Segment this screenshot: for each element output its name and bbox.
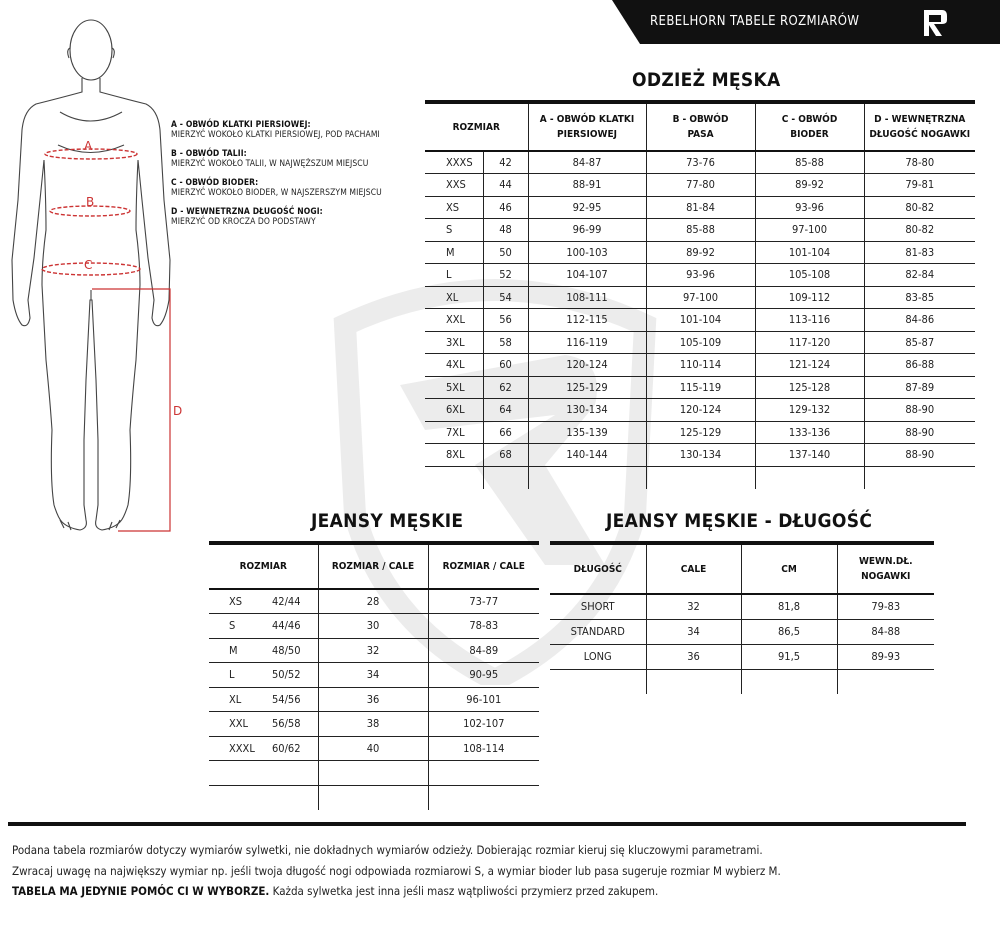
- table-cell: 42: [483, 151, 528, 174]
- table-cell: 88-90: [864, 399, 975, 422]
- empty-cell: [209, 785, 266, 810]
- jeans-length-table: [550, 541, 934, 694]
- body-measurement-figure: [0, 0, 190, 545]
- table-row: [425, 376, 975, 399]
- header-size: ROZMIAR: [452, 121, 500, 133]
- table-cell: XXXS: [425, 151, 483, 174]
- table-cell: 66: [483, 421, 528, 444]
- table-cell: M: [209, 638, 266, 663]
- table-cell: M: [425, 241, 483, 264]
- table-row: [425, 241, 975, 264]
- table-cell: 77-80: [646, 174, 755, 197]
- table-cell: 36: [318, 687, 428, 712]
- table-cell: 97-100: [755, 219, 864, 242]
- table-cell: XXS: [425, 174, 483, 197]
- table-row: [425, 354, 975, 377]
- table-cell: 89-92: [646, 241, 755, 264]
- figure-label-b: B: [86, 195, 95, 209]
- empty-cell: [483, 466, 528, 489]
- table-cell: 56: [483, 309, 528, 332]
- table-cell: 81,8: [741, 594, 837, 619]
- table-cell: 130-134: [646, 444, 755, 467]
- legend-text: MIERZYĆ WOKOŁO BIODER, W NAJSZERSZYM MIEJSCU: [171, 188, 382, 198]
- table-cell: 6XL: [425, 399, 483, 422]
- table-cell: 90-95: [428, 663, 539, 688]
- table-cell: 96-99: [528, 219, 646, 242]
- jeans-length-title: JEANSY MĘSKIE - DŁUGOŚĆ: [606, 510, 873, 532]
- table-cell: L: [209, 663, 266, 688]
- footer-emphasis: TABELA MA JEDYNIE POMÓC CI W WYBORZE.: [12, 884, 270, 898]
- table-cell: 108-111: [528, 286, 646, 309]
- table-cell: XS: [425, 196, 483, 219]
- table-cell: 84-89: [428, 638, 539, 663]
- table-cell: 84-86: [864, 309, 975, 332]
- empty-row: [209, 761, 539, 786]
- table-cell: 73-76: [646, 151, 755, 174]
- empty-cell: [528, 466, 646, 489]
- header-chest: A - OBWÓD KLATKI PIERSIOWEJ: [528, 102, 646, 151]
- table-cell: 42/44: [266, 589, 318, 614]
- empty-cell: [318, 785, 428, 810]
- empty-cell: [864, 466, 975, 489]
- figure-label-d: D: [173, 404, 183, 418]
- table-row: [425, 444, 975, 467]
- empty-cell: [646, 669, 741, 694]
- table-cell: 85-88: [646, 219, 755, 242]
- table-cell: 97-100: [646, 286, 755, 309]
- table-cell: 91,5: [741, 644, 837, 669]
- table-cell: 28: [318, 589, 428, 614]
- legend-heading: A - OBWÓD KLATKI PIERSIOWEJ:: [171, 120, 311, 130]
- footer-line-3: [12, 884, 658, 898]
- table-cell: 4XL: [425, 354, 483, 377]
- header-title: REBELHORN TABELE ROZMIARÓW: [650, 14, 860, 29]
- table-cell: 48: [483, 219, 528, 242]
- table-cell: 100-103: [528, 241, 646, 264]
- table-cell: 105-109: [646, 331, 755, 354]
- table-cell: 46: [483, 196, 528, 219]
- table-row: [425, 174, 975, 197]
- table-cell: 113-116: [755, 309, 864, 332]
- empty-cell: [755, 466, 864, 489]
- legend-text: MIERZYĆ WOKOŁO TALII, W NAJWĘŻSZUM MIEJSCU: [171, 159, 369, 169]
- legend-text: MIERZYĆ WOKOŁO KLATKI PIERSIOWEJ, POD PACHAMI: [171, 130, 380, 140]
- empty-cell: [266, 761, 318, 786]
- empty-row: [209, 785, 539, 810]
- table-cell: 109-112: [755, 286, 864, 309]
- table-cell: 40: [318, 736, 428, 761]
- table-cell: 115-119: [646, 376, 755, 399]
- empty-cell: [550, 669, 646, 694]
- table-cell: 68: [483, 444, 528, 467]
- table-cell: 3XL: [425, 331, 483, 354]
- table-cell: 34: [646, 619, 741, 644]
- jeans-size-table: [209, 541, 539, 810]
- legend-text: MIERZYĆ OD KROCZA DO PODSTAWY: [171, 217, 316, 227]
- table-row: [550, 644, 934, 669]
- table-cell: XXL: [425, 309, 483, 332]
- table-cell: 48/50: [266, 638, 318, 663]
- table-cell: S: [209, 614, 266, 639]
- empty-cell: [428, 761, 539, 786]
- table-cell: 88-90: [864, 421, 975, 444]
- legend-heading: B - OBWÓD TALII:: [171, 149, 247, 159]
- empty-cell: [266, 785, 318, 810]
- table-cell: 52: [483, 264, 528, 287]
- table-cell: 30: [318, 614, 428, 639]
- table-cell: 34: [318, 663, 428, 688]
- table-cell: 81-84: [646, 196, 755, 219]
- table-cell: 58: [483, 331, 528, 354]
- table-cell: 96-101: [428, 687, 539, 712]
- header-waist-inches: ROZMIAR / CALE: [318, 543, 428, 589]
- header-inches: CALE: [646, 543, 741, 594]
- empty-cell: [318, 761, 428, 786]
- legend-heading: D - WEWNETRZNA DŁUGOŚĆ NOGI:: [171, 207, 323, 217]
- table-row: [550, 619, 934, 644]
- table-cell: 86,5: [741, 619, 837, 644]
- table-cell: 44/46: [266, 614, 318, 639]
- table-cell: 82-84: [864, 264, 975, 287]
- table-cell: 50/52: [266, 663, 318, 688]
- rebelhorn-logo-icon: [922, 8, 948, 38]
- table-cell: 36: [646, 644, 741, 669]
- table-cell: L: [425, 264, 483, 287]
- table-cell: 125-129: [646, 421, 755, 444]
- header-waist: B - OBWÓD PASA: [646, 102, 755, 151]
- empty-row: [425, 466, 975, 489]
- table-cell: 80-82: [864, 196, 975, 219]
- table-cell: 120-124: [646, 399, 755, 422]
- table-cell: 80-82: [864, 219, 975, 242]
- table-cell: 120-124: [528, 354, 646, 377]
- legend-item: [171, 120, 416, 140]
- measurement-legend: [171, 120, 416, 227]
- table-row: [425, 309, 975, 332]
- table-cell: 44: [483, 174, 528, 197]
- table-cell: 135-139: [528, 421, 646, 444]
- table-cell: LONG: [550, 644, 646, 669]
- table-cell: 81-83: [864, 241, 975, 264]
- table-cell: 62: [483, 376, 528, 399]
- table-cell: 84-88: [837, 619, 934, 644]
- legend-item: [171, 149, 416, 169]
- table-cell: SHORT: [550, 594, 646, 619]
- legend-item: [171, 178, 416, 198]
- table-cell: 101-104: [646, 309, 755, 332]
- table-row: [209, 687, 539, 712]
- table-cell: 60/62: [266, 736, 318, 761]
- table-row: [209, 589, 539, 614]
- legend-item: [171, 207, 416, 227]
- table-cell: 108-114: [428, 736, 539, 761]
- table-cell: 130-134: [528, 399, 646, 422]
- table-cell: 78-83: [428, 614, 539, 639]
- empty-cell: [425, 466, 483, 489]
- table-cell: 84-87: [528, 151, 646, 174]
- empty-cell: [428, 785, 539, 810]
- table-cell: 87-89: [864, 376, 975, 399]
- table-row: [425, 264, 975, 287]
- table-cell: XL: [425, 286, 483, 309]
- table-row: [209, 736, 539, 761]
- table-cell: 102-107: [428, 712, 539, 737]
- table-cell: 32: [318, 638, 428, 663]
- table-cell: XXXL: [209, 736, 266, 761]
- table-row: [209, 663, 539, 688]
- table-cell: 92-95: [528, 196, 646, 219]
- table-cell: 60: [483, 354, 528, 377]
- figure-label-c: C: [84, 258, 93, 272]
- table-cell: XS: [209, 589, 266, 614]
- table-cell: 8XL: [425, 444, 483, 467]
- table-row: [425, 421, 975, 444]
- table-cell: 54/56: [266, 687, 318, 712]
- table-row: [425, 399, 975, 422]
- header-hips-inches: ROZMIAR / CALE: [428, 543, 539, 589]
- table-row: [425, 219, 975, 242]
- footer-note: Każda sylwetka jest inna jeśli masz wątpliwości przymierz przed zakupem.: [269, 884, 659, 898]
- table-cell: 85-88: [755, 151, 864, 174]
- table-cell: 93-96: [646, 264, 755, 287]
- table-cell: 112-115: [528, 309, 646, 332]
- header-inseam: D - WEWNĘTRZNA DŁUGOŚĆ NOGAWKI: [864, 102, 975, 151]
- empty-cell: [837, 669, 934, 694]
- table-row: [550, 594, 934, 619]
- table-row: [425, 196, 975, 219]
- table-cell: 54: [483, 286, 528, 309]
- table-cell: 88-90: [864, 444, 975, 467]
- footer-divider: [8, 822, 966, 826]
- header-hips: C - OBWÓD BIODER: [755, 102, 864, 151]
- table-cell: 38: [318, 712, 428, 737]
- jeans-title: JEANSY MĘSKIE: [311, 510, 464, 532]
- table-cell: 125-129: [528, 376, 646, 399]
- table-cell: XXL: [209, 712, 266, 737]
- table-cell: 32: [646, 594, 741, 619]
- empty-cell: [646, 466, 755, 489]
- table-cell: 121-124: [755, 354, 864, 377]
- table-cell: 83-85: [864, 286, 975, 309]
- table-cell: 89-92: [755, 174, 864, 197]
- table-cell: 64: [483, 399, 528, 422]
- header-size: ROZMIAR: [239, 561, 287, 572]
- table-cell: 125-128: [755, 376, 864, 399]
- header-inner-length: WEWN.DŁ. NOGAWKI: [837, 543, 934, 594]
- table-cell: 117-120: [755, 331, 864, 354]
- table-cell: 101-104: [755, 241, 864, 264]
- table-cell: XL: [209, 687, 266, 712]
- footer-line-2: Zwracaj uwagę na największy wymiar np. jeśli twoja długość nogi odpowiada rozmiarowi S, a wymiar bioder lub pasa sugeruje rozmiar M wybierz M.: [12, 864, 781, 878]
- table-row: [209, 614, 539, 639]
- clothing-title: ODZIEŻ MĘSKA: [632, 69, 781, 91]
- table-cell: 79-83: [837, 594, 934, 619]
- empty-cell: [741, 669, 837, 694]
- table-cell: 86-88: [864, 354, 975, 377]
- table-cell: 104-107: [528, 264, 646, 287]
- table-cell: 105-108: [755, 264, 864, 287]
- header-length: DŁUGOŚĆ: [573, 563, 622, 575]
- table-cell: 88-91: [528, 174, 646, 197]
- empty-cell: [209, 761, 266, 786]
- table-row: [209, 638, 539, 663]
- table-cell: 56/58: [266, 712, 318, 737]
- table-cell: 50: [483, 241, 528, 264]
- table-cell: 5XL: [425, 376, 483, 399]
- table-cell: S: [425, 219, 483, 242]
- table-row: [209, 712, 539, 737]
- table-cell: 140-144: [528, 444, 646, 467]
- table-cell: 116-119: [528, 331, 646, 354]
- table-cell: 129-132: [755, 399, 864, 422]
- table-cell: 137-140: [755, 444, 864, 467]
- table-row: [425, 151, 975, 174]
- table-cell: 93-96: [755, 196, 864, 219]
- legend-heading: C - OBWÓD BIODER:: [171, 178, 259, 188]
- clothing-size-table: [425, 100, 975, 489]
- table-cell: 78-80: [864, 151, 975, 174]
- table-cell: 79-81: [864, 174, 975, 197]
- table-cell: 110-114: [646, 354, 755, 377]
- table-cell: 89-93: [837, 644, 934, 669]
- table-cell: STANDARD: [550, 619, 646, 644]
- footer-line-1: Podana tabela rozmiarów dotyczy wymiarów sylwetki, nie dokładnych wymiarów odzieży. Dobierając rozmiar kieruj się kluczowymi parametrami.: [12, 843, 763, 857]
- table-row: [425, 331, 975, 354]
- header-cm: CM: [741, 543, 837, 594]
- table-cell: 133-136: [755, 421, 864, 444]
- empty-row: [550, 669, 934, 694]
- table-cell: 73-77: [428, 589, 539, 614]
- table-row: [425, 286, 975, 309]
- table-cell: 85-87: [864, 331, 975, 354]
- table-cell: 7XL: [425, 421, 483, 444]
- figure-label-a: A: [84, 139, 93, 153]
